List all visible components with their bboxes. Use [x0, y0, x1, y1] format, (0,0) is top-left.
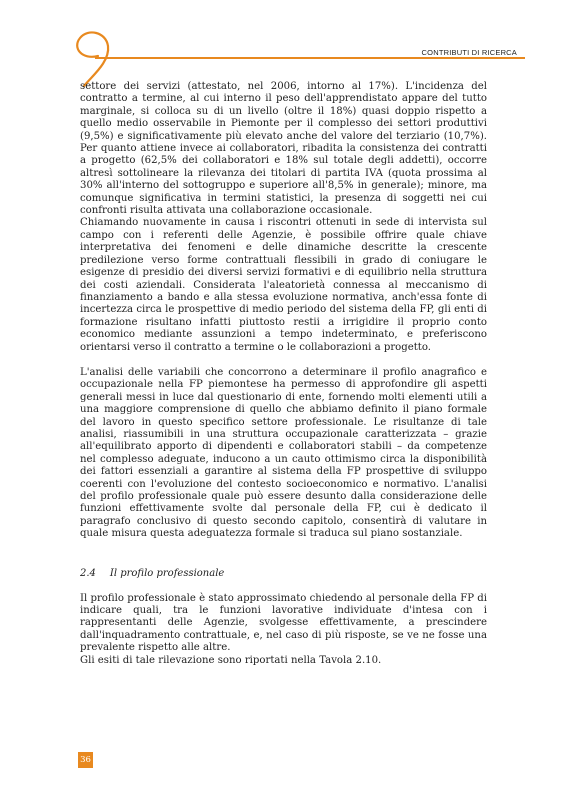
paragraph-4: Il profilo professionale è stato approssimato chiedendo al personale della FP di indicare quali, tra le funzioni lavorative individuate d'intesa con i rappresentanti delle Agenzie, svolgesse effettivamente, a prescindere dall'inquadramento contrattuale, e, nel caso di più risposte, se ve ne fosse una prevalente rispetto alle altre.: [80, 592, 487, 654]
paragraph-1: settore dei servizi (attestato, nel 2006, intorno al 17%). L'incidenza del contratto a termine, al cui interno il peso dell'apprendistato appare del tutto marginale, si colloca su di un livello (oltre il 18%) quasi doppio rispetto a quello medio osservabile in Piemonte per il complesso dei settori produttivi (9,5%) e significativamente più elevato anche del valore del terziario (10,7%). Per quanto attiene invece ai collaboratori, ribadita la consistenza dei contratti a progetto (62,5% dei collaboratori e 18% sul totale degli addetti), occorre altresì sottolineare la rilevanza dei titolari di partita IVA (quota prossima al 30% all'interno del sottogruppo e superiore all'8,5% in generale); minore, ma comunque significativa in termini statistici, la presenza di soggetti nei cui confronti risulta attivata una collaborazione occasionale.: [80, 81, 487, 217]
page-body: [80, 81, 487, 667]
paragraph-3: L'analisi delle variabili che concorrono a determinare il profilo anagrafico e occupazionale nella FP piemontese ha permesso di approfondire gli aspetti generali messi in luce dal questionario di ente, fornendo molti elementi utili a una maggiore comprensione di quello che abbiamo definito il piano formale del lavoro in questo specifico settore professionale. Le risultanze di tale analisi, riassumibili in una struttura occupazionale caratterizzata – grazie all'equilibrato apporto di dipendenti e collaboratori stabili – da competenze nel complesso adeguate, inducono a un cauto ottimismo circa la disponibilità dei fattori essenziali a garantire al sistema della FP prospettive di sviluppo coerenti con l'evoluzione del contesto socioeconomico e normativo. L'analisi del profilo professionale quale può essere desunto dalla considerazione delle funzioni effettivamente svolte dal personale della FP, cui è dedicato il paragrafo conclusivo di questo secondo capitolo, consentirà di valutare in quale misura questa adeguatezza formale si traduca sul piano sostanziale.: [80, 366, 487, 540]
header-rule: [95, 57, 525, 59]
paragraph-5: Gli esiti di tale rilevazione sono riportati nella Tavola 2.10.: [80, 654, 382, 666]
section-heading-number: 2.4: [80, 567, 96, 579]
page-number: 36: [78, 752, 93, 768]
header-swirl-ornament: [62, 18, 122, 88]
section-heading-title: Il profilo professionale: [109, 567, 225, 579]
section-label: CONTRIBUTI DI RICERCA: [421, 48, 517, 57]
section-heading: [80, 568, 487, 580]
paragraph-2: Chiamando nuovamente in causa i riscontri ottenuti in sede di intervista sul campo con i referenti delle Agenzie, è possibile offrire quale chiave interpretativa dei fenomeni e delle dinamiche descritte la crescente predilezione verso forme contrattuali flessibili in grado di coniugare le esigenze di presidio dei diversi servizi formativi e di equilibrio nella struttura dei costi aziendali. Considerata l'aleatorietà connessa al meccanismo di finanziamento a bando e alla stessa evoluzione normativa, anch'essa fonte di incertezza circa le prospettive di medio periodo del sistema della FP, gli enti di formazione risultano infatti piuttosto restii a irrigidire il proprio conto economico mediante assunzioni a tempo indeterminato, e preferiscono orientarsi verso il contratto a termine o le collaborazioni a progetto.: [80, 217, 487, 353]
